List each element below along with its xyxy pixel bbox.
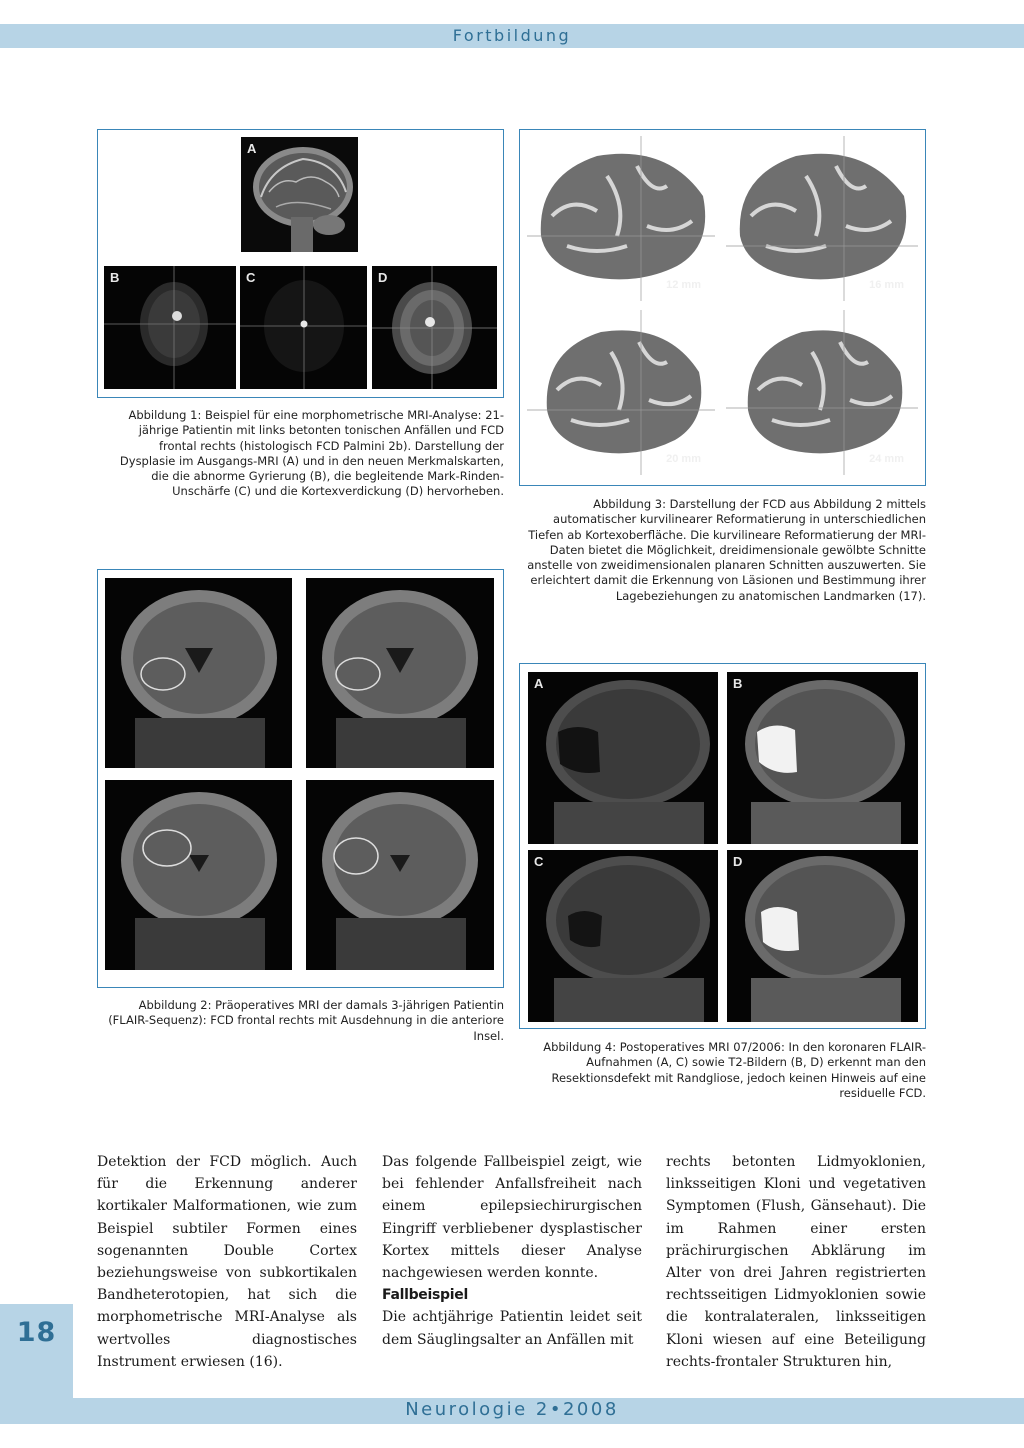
brain-surface-render — [726, 310, 918, 475]
figure-4-panel-a — [528, 672, 718, 844]
figure-3-caption: Abbildung 3: Darstellung der FCD aus Abbildung 2 mittels automatischer kurvilinearer Reformatierung in unterschiedlichen Tiefen ab Kortexoberfläche. Die kurvilineare Reformatierung der MRI-Daten bietet die Möglichkeit, dreidimensionale gewölbte Schnitte anstelle von zweidimensionalen planaren Schnitten auszuwerten. Sie erleichtert damit die Erkennung von Läsionen und Bestimmung ihrer Lagebeziehungen zu anatomischen Landmarken (17). — [527, 497, 926, 603]
body-column-2 — [382, 1151, 642, 1351]
body-paragraph: Die achtjährige Patientin leidet seit dem Säuglingsalter an Anfällen mit — [382, 1309, 642, 1348]
postoperative-t2-image — [727, 850, 918, 1022]
figure-1 — [97, 129, 504, 398]
figure-1-panel-c — [240, 266, 367, 389]
figure-4 — [519, 663, 926, 1029]
figure-2 — [97, 569, 504, 988]
figure-2-caption: Abbildung 2: Präoperatives MRI der damals 3-jährigen Patientin (FLAIR-Sequenz): FCD frontal rechts mit Ausdehnung in die anteriore Insel. — [108, 998, 504, 1043]
figure-2-panel-3 — [105, 780, 292, 970]
header-band — [0, 24, 1024, 48]
sagittal-mri-image — [241, 137, 358, 252]
figure-2-panel-1 — [105, 578, 292, 768]
panel-label: A — [534, 676, 544, 691]
panel-label: B — [733, 676, 743, 691]
panel-label: D — [378, 270, 388, 285]
postoperative-t2-image — [727, 672, 918, 844]
figure-4-panel-b — [727, 672, 918, 844]
figure-2-panel-4 — [306, 780, 494, 970]
depth-label: 24 mm — [869, 453, 904, 465]
page-number-tab — [0, 1304, 73, 1400]
body-paragraph: Detektion der FCD möglich. Auch für die Erkennung anderer kortikaler Malformationen, wie zum Beispiel subtiler Formen eines sogenannten Double Cortex beziehungsweise von subkortikalen Bandheterotopien, hat sich die morphometrische MRI-Analyse als wertvolles diagnostisches Instrument erwiesen (16). — [97, 1154, 357, 1370]
figure-1-panel-b — [104, 266, 236, 389]
figure-4-caption: Abbildung 4: Postoperatives MRI 07/2006: In den koronaren FLAIR-Aufnahmen (A, C) sowie T2-Bildern (B, D) erkennt man den Resektionsdefekt mit Randgliose, jedoch keinen Hinweis auf eine residuelle FCD. — [543, 1040, 926, 1100]
figure-3-panel-4 — [726, 310, 918, 475]
journal-issue: Neurologie 2•2008 — [405, 1399, 619, 1420]
depth-label: 12 mm — [666, 279, 701, 291]
figure-1-panel-d — [372, 266, 497, 389]
coronal-flair-image — [105, 578, 292, 768]
feature-map-gyration — [104, 266, 236, 389]
figure-1-caption: Abbildung 1: Beispiel für eine morphometrische MRI-Analyse: 21-jährige Patientin mit links betonten tonischen Anfällen und FCD frontal rechts (histologisch FCD Palmini 2b). Darstellung der Dysplasie im Ausgangs-MRI (A) und in den neuen Merkmalskarten, die die abnorme Gyrierung (B), die begleitende Mark-Rinden-Unschärfe (C) und die Kortexverdickung (D) hervorheben. — [119, 408, 504, 499]
panel-label: D — [733, 854, 743, 869]
feature-map-blurring — [240, 266, 367, 389]
figure-3-panel-2 — [726, 136, 918, 301]
depth-label: 16 mm — [869, 279, 904, 291]
figure-2-panel-2 — [306, 578, 494, 768]
panel-label: B — [110, 270, 120, 285]
body-paragraph: rechts betonten Lidmyoklonien, linksseitigen Kloni und vegetativen Symptomen (Flush, Gänsehaut). Die im Rahmen einer ersten prächirurgischen Abklärung im Alter von drei Jahren registrierten rechtsseitigen Lidmyoklonien sowie die kontralateralen, linksseitigen Kloni wiesen auf eine Beteiligung rechts-frontaler Strukturen hin, — [666, 1154, 926, 1370]
figure-3-panel-1 — [527, 136, 715, 301]
body-column-3 — [666, 1151, 926, 1373]
brain-surface-render — [527, 310, 715, 475]
brain-surface-render — [527, 136, 715, 301]
coronal-flair-image — [306, 780, 494, 970]
figure-3-panel-3 — [527, 310, 715, 475]
body-column-1 — [97, 1151, 357, 1373]
figure-3 — [519, 129, 926, 486]
postoperative-flair-image — [528, 850, 718, 1022]
coronal-flair-image — [105, 780, 292, 970]
figure-4-panel-c — [528, 850, 718, 1022]
panel-label: C — [534, 854, 544, 869]
postoperative-flair-image — [528, 672, 718, 844]
panel-label: A — [247, 141, 257, 156]
feature-map-thickness — [372, 266, 497, 389]
body-paragraph: Das folgende Fallbeispiel zeigt, wie bei fehlender Anfallsfreiheit nach einem epilepsiechirurgischen Eingriff verbliebener dysplastischer Kortex mittels dieser Analyse nachgewiesen werden konnte. — [382, 1154, 642, 1282]
brain-surface-render — [726, 136, 918, 301]
depth-label: 20 mm — [666, 453, 701, 465]
panel-label: C — [246, 270, 256, 285]
footer-band — [0, 1398, 1024, 1424]
section-heading: Fallbeispiel — [382, 1287, 468, 1304]
page-number: 18 — [16, 1317, 57, 1348]
coronal-flair-image — [306, 578, 494, 768]
figure-4-panel-d — [727, 850, 918, 1022]
figure-1-panel-a — [241, 137, 358, 252]
section-title: Fortbildung — [452, 26, 572, 45]
